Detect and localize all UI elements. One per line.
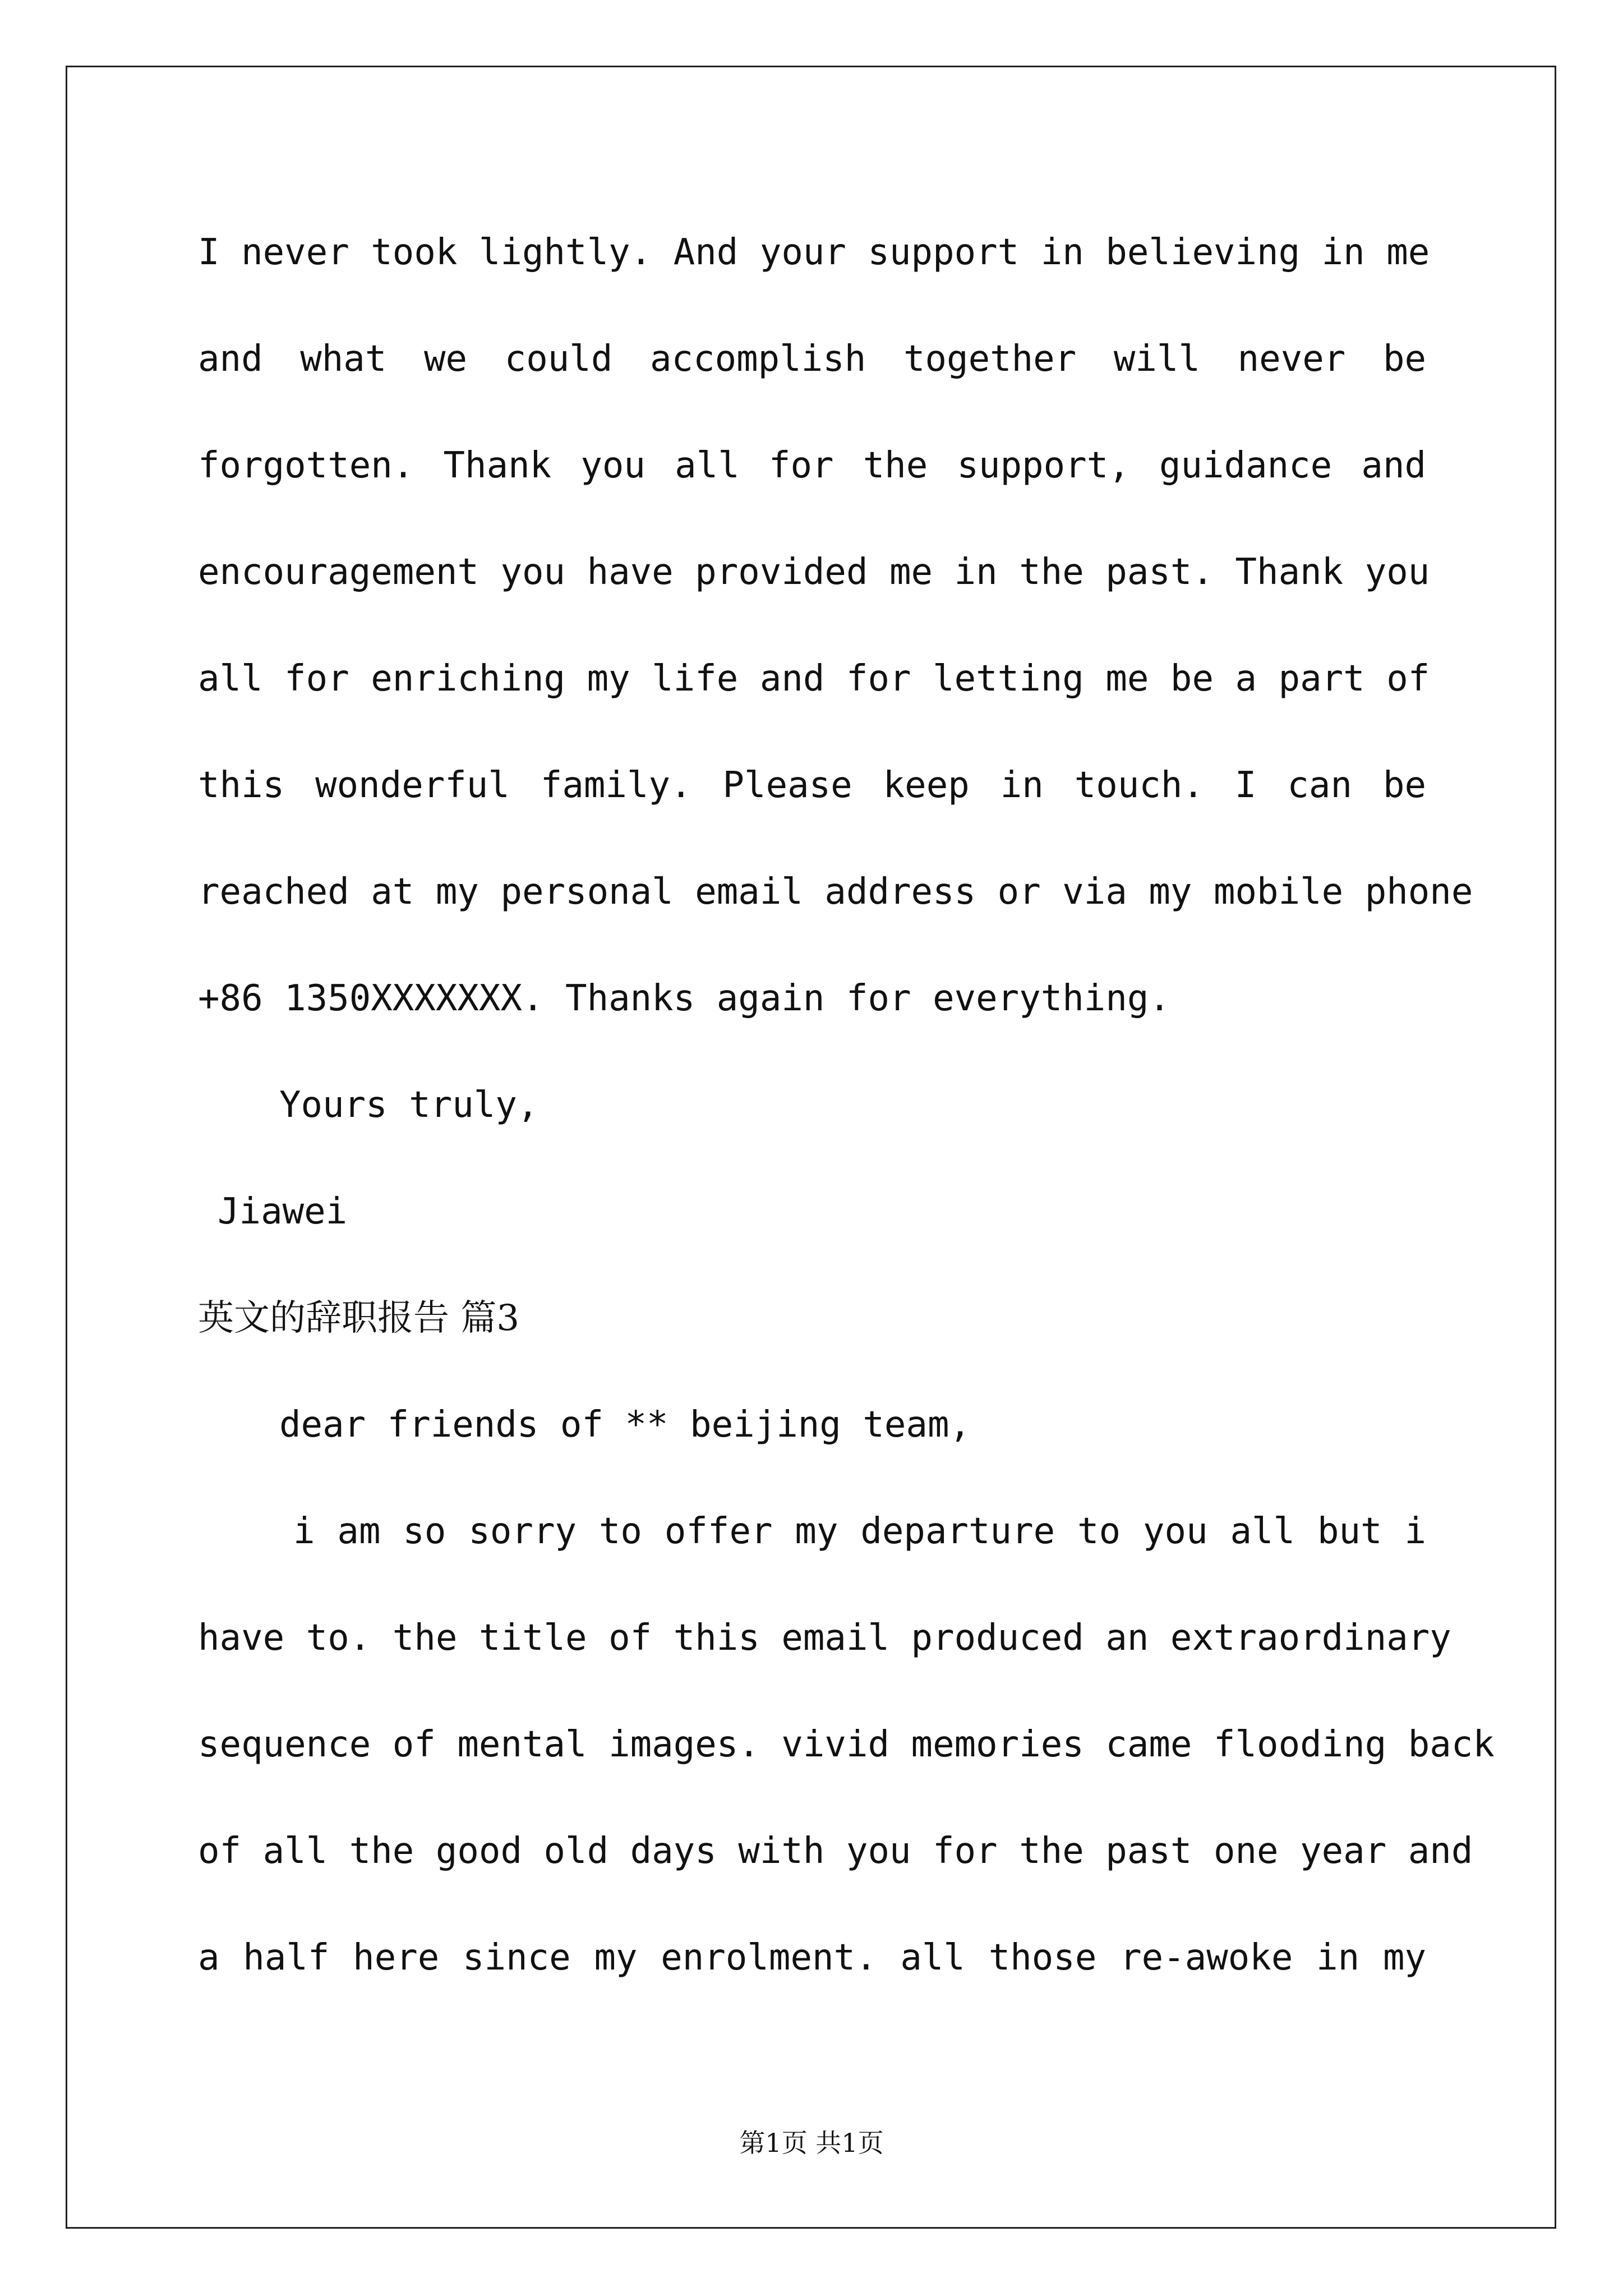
body-line: encouragement you have provided me in the past. Thank you [198,551,1430,593]
signature: Jiawei [218,1191,348,1232]
body-line: have to. the title of this email produced an extraordinary [198,1617,1451,1659]
body-line: and what we could accomplish together will never be [198,338,1426,380]
body-line: i am so sorry to offer my departure to you all but i [293,1511,1426,1552]
body-line: sequence of mental images. vivid memories came flooding back [198,1724,1495,1765]
greeting: dear friends of ** beijing team, [279,1404,971,1446]
body-line: all for enriching my life and for letting me be a part of [198,658,1430,700]
body-line: reached at my personal email address or via my mobile phone [198,871,1473,913]
body-line: I never took lightly. And your support in believing in me [198,232,1430,273]
body-line: a half here since my enrolment. all those re-awoke in my [198,1937,1426,1978]
body-line: +86 1350XXXXXXX. Thanks again for everything. [198,978,1170,1019]
body-line: forgotten. Thank you all for the support, guidance and [198,445,1426,486]
closing: Yours truly, [279,1084,539,1126]
body-line: of all the good old days with you for the past one year and [198,1830,1473,1872]
page-border [66,66,1556,2229]
page-footer: 第1页 共1页 [739,2128,884,2158]
body-line: this wonderful family. Please keep in touch. I can be [198,765,1426,806]
section-heading: 英文的辞职报告 篇3 [198,1297,520,1339]
